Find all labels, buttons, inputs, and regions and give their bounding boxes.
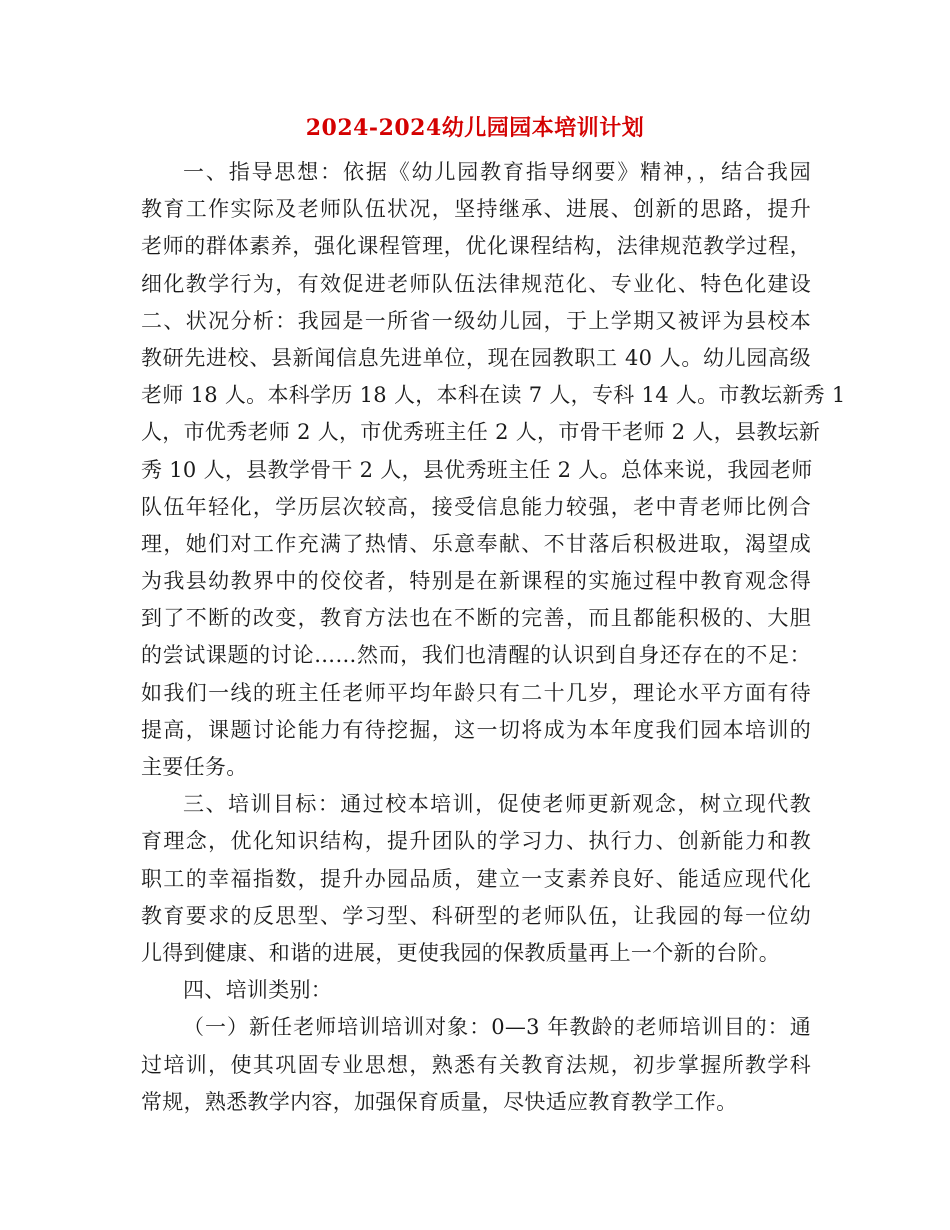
text-line: 儿得到健康、和谐的进展，更使我园的保教质量再上一个新的台阶。 [141,940,780,965]
text-line: 细化教学行为，有效促进老师队伍法律规范化、专业化、特色化建设 [141,271,811,296]
text-line: 如我们一线的班主任老师平均年龄只有二十几岁，理论水平方面有待 [141,680,811,705]
text-line: 育理念，优化知识结构，提升团队的学习力、执行力、创新能力和教 [141,829,811,854]
text-line: 二、状况分析：我园是一所省一级幼儿园，于上学期又被评为县校本 [141,308,811,333]
text-line: （一）新任老师培训培训对象：0—3 年教龄的老师培训目的：通 [183,1015,811,1040]
text-line: 队伍年轻化，学历层次较高，接受信息能力较强，老中青老师比例合 [141,494,811,519]
text-line: 主要任务。 [141,755,248,779]
text-line: 理，她们对工作充满了热情、乐意奉献、不甘落后积极进取，渴望成 [141,531,811,556]
text-line: 秀 10 人，县教学骨干 2 人，县优秀班主任 2 人。总体来说，我园老师 [141,457,813,482]
text-line: 常规，熟悉教学内容，加强保育质量，尽快适应教育教学工作。 [141,1089,738,1114]
text-line: 到了不断的改变，教育方法也在不断的完善，而且都能积极的、大胆 [141,606,811,631]
document-title: 2024-2024幼儿园园本培训计划 [305,115,645,141]
text-line: 过培训，使其巩固专业思想，熟悉有关教育法规，初步掌握所教学科 [141,1052,811,1077]
text-line: 教育要求的反思型、学习型、科研型的老师队伍，让我园的每一位幼 [141,903,811,928]
text-line: 提高，课题讨论能力有待挖掘，这一切将成为本年度我们园本培训的 [141,717,811,742]
text-line: 四、培训类别： [183,978,333,1003]
text-line: 一、指导思想：依据《幼儿园教育指导纲要》精神，，结合我园 [183,160,811,184]
text-line: 为我县幼教界中的佼佼者，特别是在新课程的实施过程中教育观念得 [141,569,811,594]
document-body [141,154,846,1121]
text-line: 职工的幸福指数，提升办园品质，建立一支素养良好、能适应现代化 [141,866,811,891]
text-line: 教研先进校、县新闻信息先进单位，现在园教职工 40 人。幼儿园高级 [141,345,811,370]
text-line: 三、培训目标：通过校本培训，促使老师更新观念，树立现代教 [183,792,811,817]
text-line: 老师的群体素养，强化课程管理，优化课程结构，法律规范教学过程， [141,234,811,259]
text-line: 人，市优秀老师 2 人，市优秀班主任 2 人，市骨干老师 2 人，县教坛新 [141,420,821,445]
text-line: 老师 18 人。本科学历 18 人，本科在读 7 人，专科 14 人。市教坛新秀 1 [141,383,846,408]
text-line: 教育工作实际及老师队伍状况，坚持继承、进展、创新的思路，提升 [141,197,811,222]
text-line: 的尝试课题的讨论……然而，我们也清醒的认识到自身还存在的不足： [141,643,811,668]
